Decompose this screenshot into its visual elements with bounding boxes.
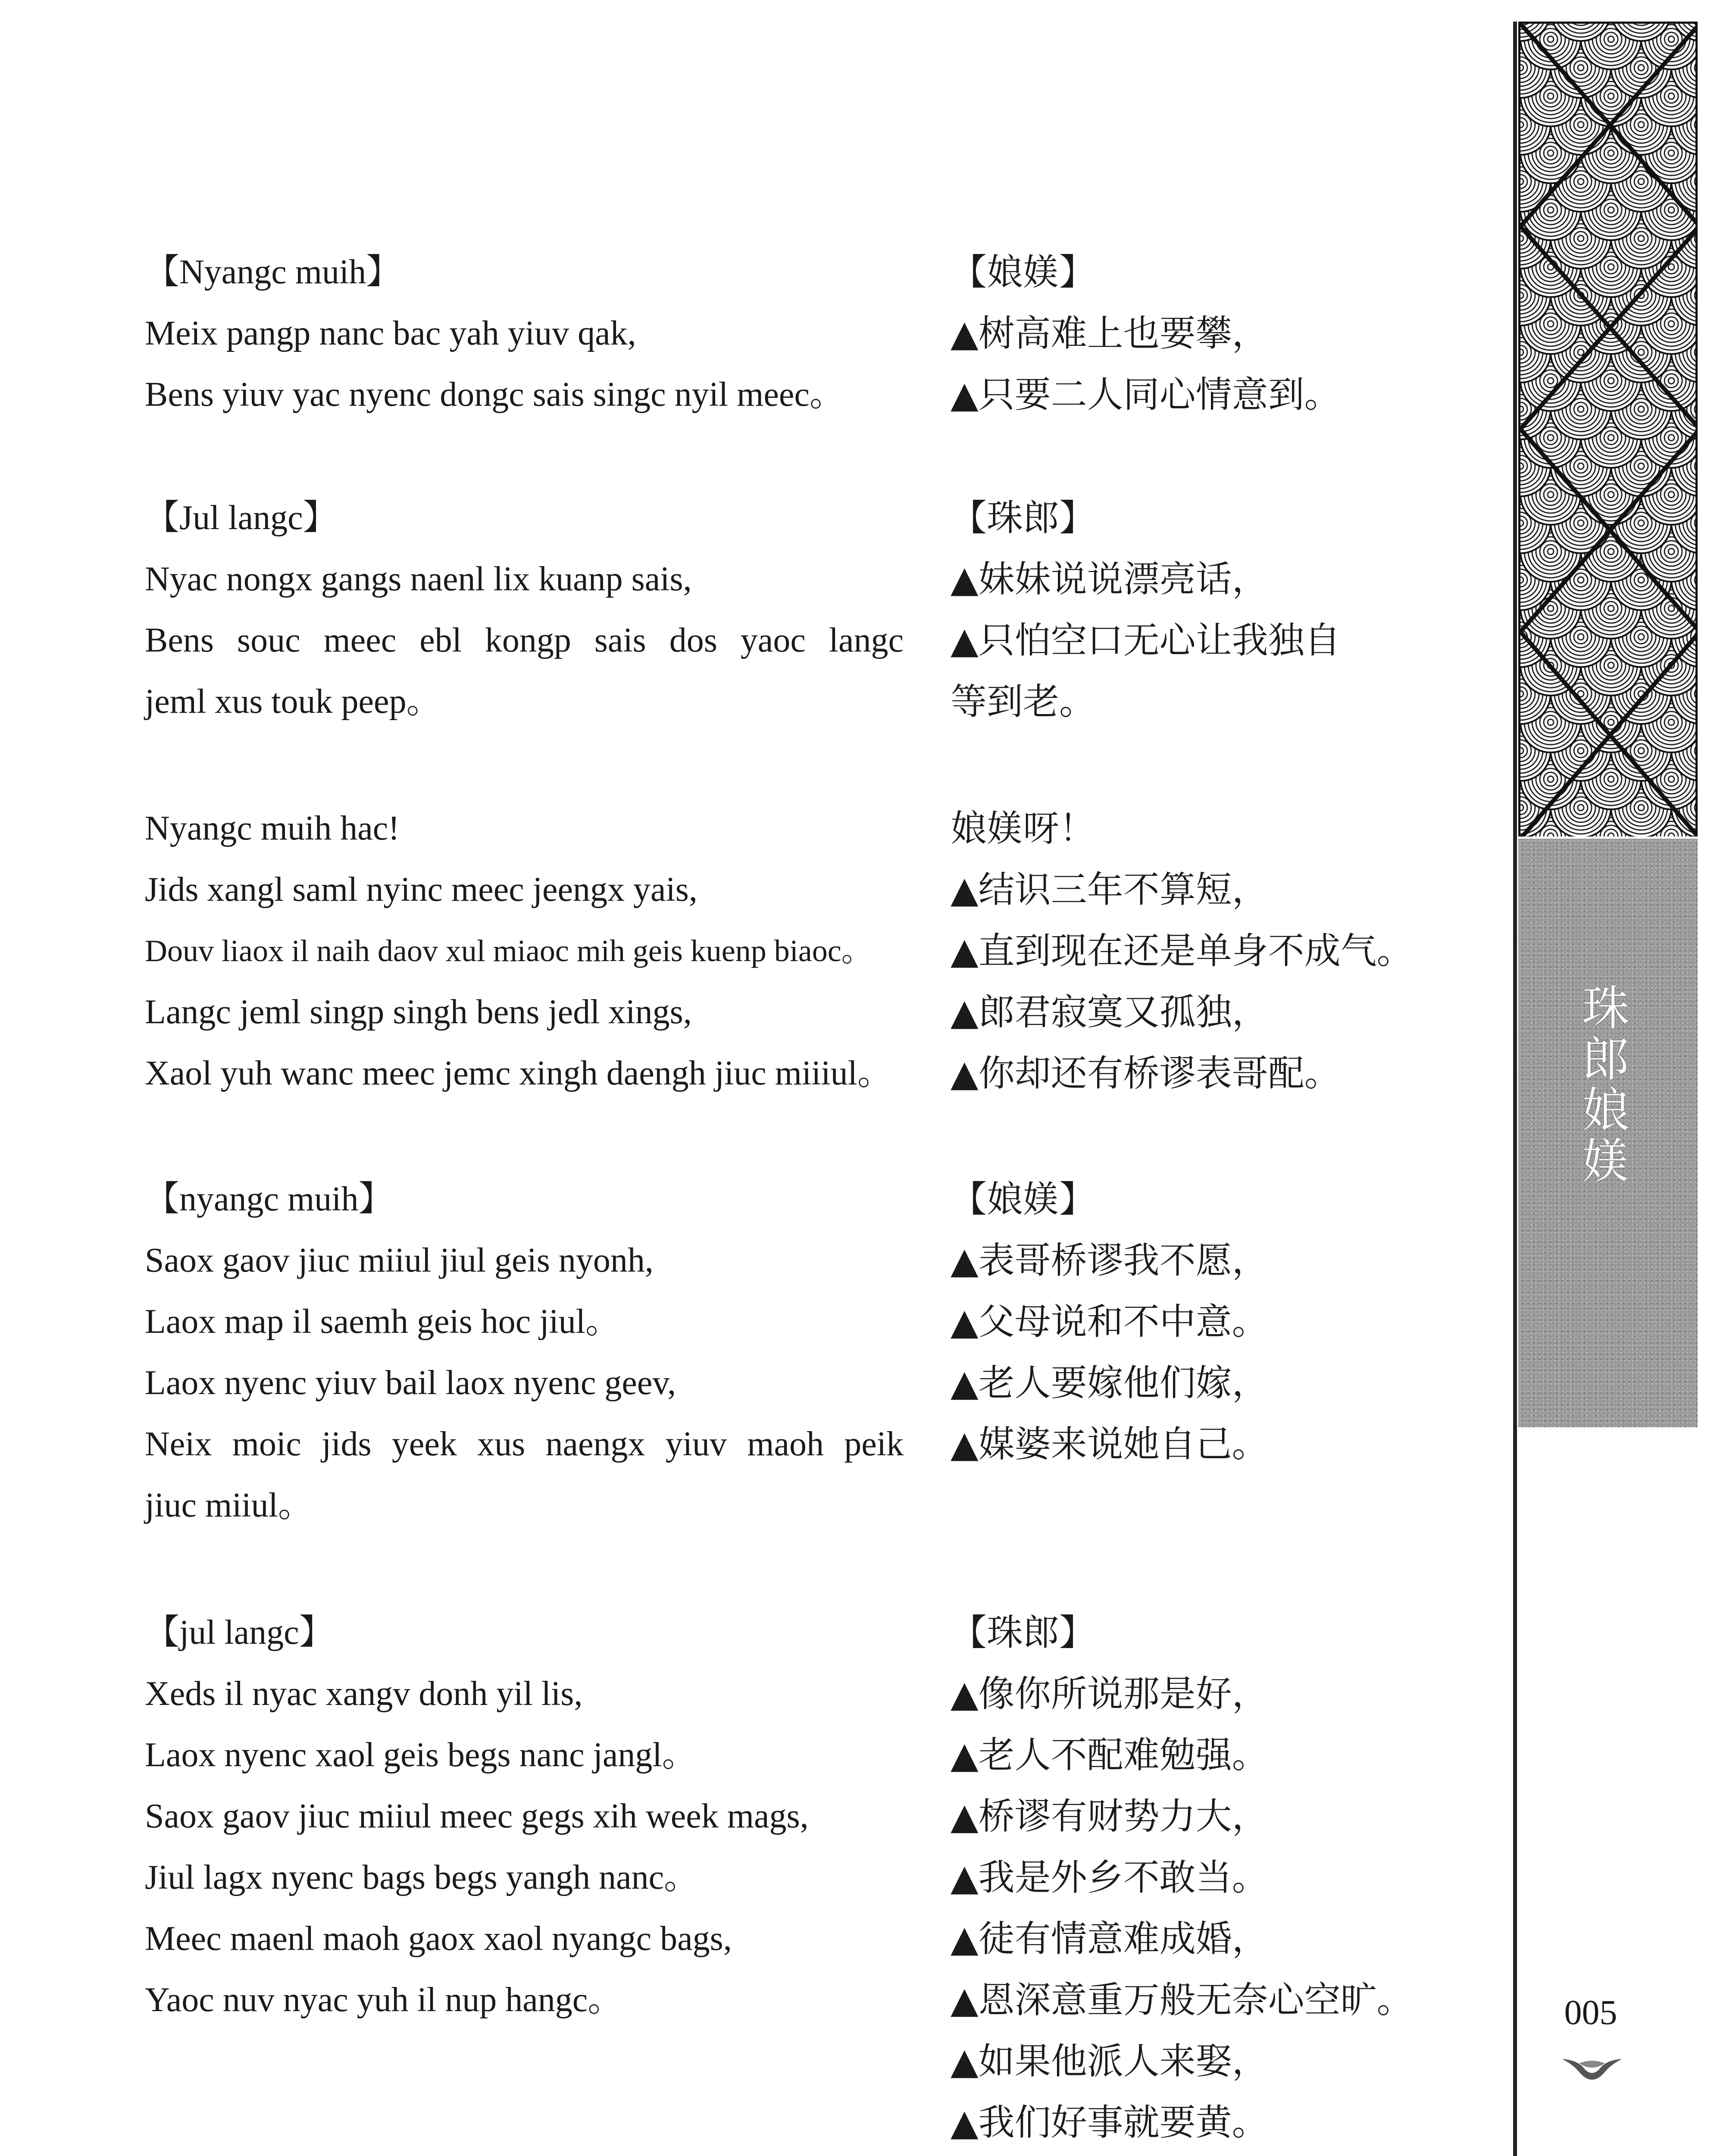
translation-line: ▲郎君寂寞又孤独， [951,991,1268,1033]
verse-block-4 [145,1169,904,1536]
translation-line: ▲我们好事就要黄。 [951,2101,1268,2143]
verse-block-1 [145,241,904,425]
verse-line: Langc jeml singp singh bens jedl xings, [145,993,692,1031]
translation-line: ▲结识三年不算短， [951,868,1268,911]
verse-line: Laox map il saemh geis hoc jiul。 [145,1303,620,1341]
translation-line: ▲像你所说那是好， [951,1673,1268,1715]
translation-block-5 [951,1602,1442,2153]
verse-line: Jids xangl saml nyinc meec jeengx yais, [145,871,697,909]
translation-line: ▲你却还有桥谬表哥配。 [951,1052,1341,1094]
speaker-heading: 【娘媄】 [951,251,1096,293]
verse-block-5 [145,1602,904,2031]
translation-line: ▲只怕空口无心让我独自 [951,619,1341,661]
translation-block-4 [951,1169,1442,1475]
translation-line: ▲只要二人同心情意到。 [951,373,1341,416]
translation-line: ▲如果他派人来娶， [951,2040,1268,2082]
verse-line: Douv liaox il naih daov xul miaoc mih geis kuenp biaoc。 [145,934,873,968]
verse-block-3 [145,798,904,1104]
margin-rule [1513,22,1517,2156]
page-number: 005 [1564,1993,1617,2032]
verse-line: Laox nyenc yiuv bail laox nyenc geev, [145,1364,676,1402]
speaker-heading: 【娘媄】 [951,1178,1096,1220]
verse-block-2 [145,487,904,732]
speaker-heading: 娘媄呀！ [951,807,1096,849]
verse-line: Meec maenl maoh gaox xaol nyangc bags, [145,1920,732,1958]
translation-block-1 [951,241,1442,425]
speaker-heading: 【珠郎】 [951,497,1096,539]
translation-line: ▲恩深意重万般无奈心空旷。 [951,1979,1413,2021]
translation-block-3 [951,798,1442,1104]
verse-line: Saox gaov jiuc miiul jiul geis nyonh, [145,1241,654,1279]
translation-line: ▲桥谬有财势力大， [951,1795,1268,1837]
translation-line: ▲表哥桥谬我不愿， [951,1239,1268,1282]
verse-line: Bens yiuv yac nyenc dongc sais singc nyil meec。 [145,376,844,414]
translation-line: ▲直到现在还是单身不成气。 [951,930,1413,972]
translation-line: ▲我是外乡不敢当。 [951,1856,1268,1899]
speaker-heading: 【Jul langc】 [145,499,338,537]
translation-block-2 [951,487,1442,732]
wave-pattern-ornament [1518,22,1698,837]
verse-line: Meix pangp nanc bac yah yiuv qak, [145,314,636,352]
wave-pattern-graphic [1520,24,1698,837]
verse-line: jiuc miiul。 [145,1486,313,1524]
translation-line: ▲父母说和不中意。 [951,1300,1268,1343]
translation-line: ▲老人要嫁他们嫁， [951,1362,1268,1404]
page-ornament-icon [1560,2055,1624,2081]
speaker-heading: 【珠郎】 [951,1611,1096,1654]
verse-line: Jiul lagx nyenc bags begs yangh nanc。 [145,1858,699,1896]
verse-line: Neix moic jids yeek xus naengx yiuv maoh peik [145,1425,904,1463]
speaker-heading: 【nyangc muih】 [145,1180,393,1218]
side-title: 珠郎娘媄 [1574,983,1630,1187]
verse-line: Laox nyenc xaol geis begs nanc jangl。 [145,1736,697,1774]
translation-line: ▲妹妹说说漂亮话， [951,558,1268,600]
speaker-heading: 【jul langc】 [145,1614,334,1651]
translation-line: 等到老。 [951,680,1096,723]
verse-line: jeml xus touk peep。 [145,683,441,721]
translation-line: ▲媒婆来说她自己。 [951,1423,1268,1465]
translation-line: ▲树高难上也要攀， [951,312,1268,354]
speaker-heading: 【Nyangc muih】 [145,253,401,291]
verse-line: Nyangc muih hac! [145,809,400,847]
verse-line: Bens souc meec ebl kongp sais dos yaoc langc [145,621,904,659]
translation-line: ▲老人不配难勉强。 [951,1734,1268,1776]
translation-line: ▲徒有情意难成婚， [951,1918,1268,1960]
verse-line: Xeds il nyac xangv donh yil lis, [145,1675,583,1713]
verse-line: Saox gaov jiuc miiul meec gegs xih week mags, [145,1797,809,1835]
verse-line: Nyac nongx gangs naenl lix kuanp sais, [145,560,692,598]
verse-line: Yaoc nuv nyac yuh il nup hangc。 [145,1981,622,2019]
verse-line: Xaol yuh wanc meec jemc xingh daengh jiuc miiiul。 [145,1054,892,1092]
